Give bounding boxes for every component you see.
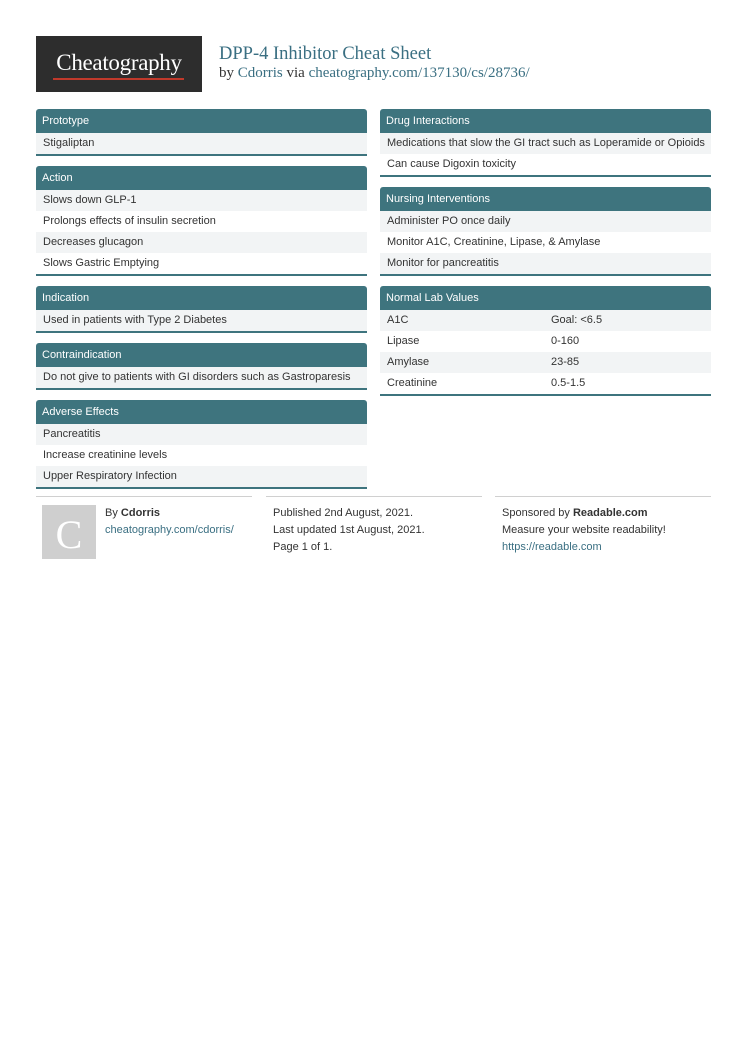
sponsor-tagline: Measure your website readability! [502,524,666,536]
footer-sponsor-block [495,496,711,566]
footer-by-line [105,505,160,522]
section-row: Slows Gastric Emptying [43,257,160,269]
section-action [36,166,367,276]
left-column [36,109,367,499]
section-row: Administer PO once daily [380,211,711,232]
byline [219,65,530,82]
footer-publish-block [266,496,482,566]
lab-row [380,310,711,331]
published-date: Published 2nd August, 2021. [273,507,414,519]
section-nursing-interventions [380,187,711,276]
footer-by-label: By [105,507,118,519]
section-row: Pancreatitis [36,424,367,445]
section-title: Contraindication [36,343,367,367]
section-row: Do not give to patients with GI disorders such as Gastroparesis [36,367,367,388]
section-title: Indication [36,286,367,310]
section-row: Used in patients with Type 2 Diabetes [36,310,367,331]
section-row: Slows down GLP-1 [36,190,367,211]
section-row: Monitor A1C, Creatinine, Lipase, & Amylase [387,236,601,248]
lab-row [380,373,711,394]
byline-prefix: by [219,65,234,81]
section-row: Monitor for pancreatitis [380,253,711,274]
section-row: Increase creatinine levels [43,449,168,461]
section-adverse-effects [36,400,367,489]
right-column [380,109,711,406]
lab-name: Lipase [387,335,420,347]
footer-author-name: Cdorris [120,507,161,519]
sponsor-link[interactable]: https://readable.com [502,541,602,553]
lab-row [380,352,711,373]
section-contraindication [36,343,367,390]
section-indication [36,286,367,333]
logo-underline [53,78,184,80]
lab-name: A1C [387,314,409,326]
lab-row [380,331,711,352]
section-row: Stigaliptan [36,133,367,154]
section-title: Action [36,166,367,190]
section-drug-interactions [380,109,711,177]
byline-via: via [286,65,305,81]
sponsor-prefix: Sponsored by [502,507,570,519]
section-row: Medications that slow the GI tract such as Loperamide or Opioids [380,133,711,154]
section-title: Prototype [36,109,367,133]
section-row: Upper Respiratory Infection [36,466,367,487]
section-title: Drug Interactions [380,109,711,133]
section-normal-lab-values [380,286,711,396]
cheatography-logo[interactable] [36,36,202,92]
section-title: Normal Lab Values [380,286,711,310]
footer-author-link[interactable]: cheatography.com/cdorris/ [105,524,234,536]
page-title: DPP-4 Inhibitor Cheat Sheet [219,44,432,64]
section-row: Can cause Digoxin toxicity [387,158,517,170]
sheet-url-link[interactable]: cheatography.com/137130/cs/28736/ [308,65,530,81]
lab-value: Goal: <6.5 [551,314,603,326]
lab-name: Creatinine [387,377,438,389]
author-link[interactable]: Cdorris [237,65,283,81]
section-prototype [36,109,367,156]
updated-date: Last updated 1st August, 2021. [273,524,425,536]
section-title: Nursing Interventions [380,187,711,211]
avatar[interactable] [42,505,96,559]
sponsor-name: Readable.com [572,507,648,519]
lab-value: 0.5-1.5 [551,377,586,389]
page-number: Page 1 of 1. [273,541,333,553]
footer [36,496,711,566]
avatar-letter: C [55,512,83,557]
section-title: Adverse Effects [36,400,367,424]
lab-value: 0-160 [551,335,580,347]
footer-author-block [36,496,252,566]
lab-name: Amylase [387,356,430,368]
section-row: Decreases glucagon [36,232,367,253]
sponsor-line [502,505,648,522]
lab-value: 23-85 [551,356,580,368]
section-row: Prolongs effects of insulin secretion [43,215,216,227]
logo-text: Cheatography [56,50,182,75]
